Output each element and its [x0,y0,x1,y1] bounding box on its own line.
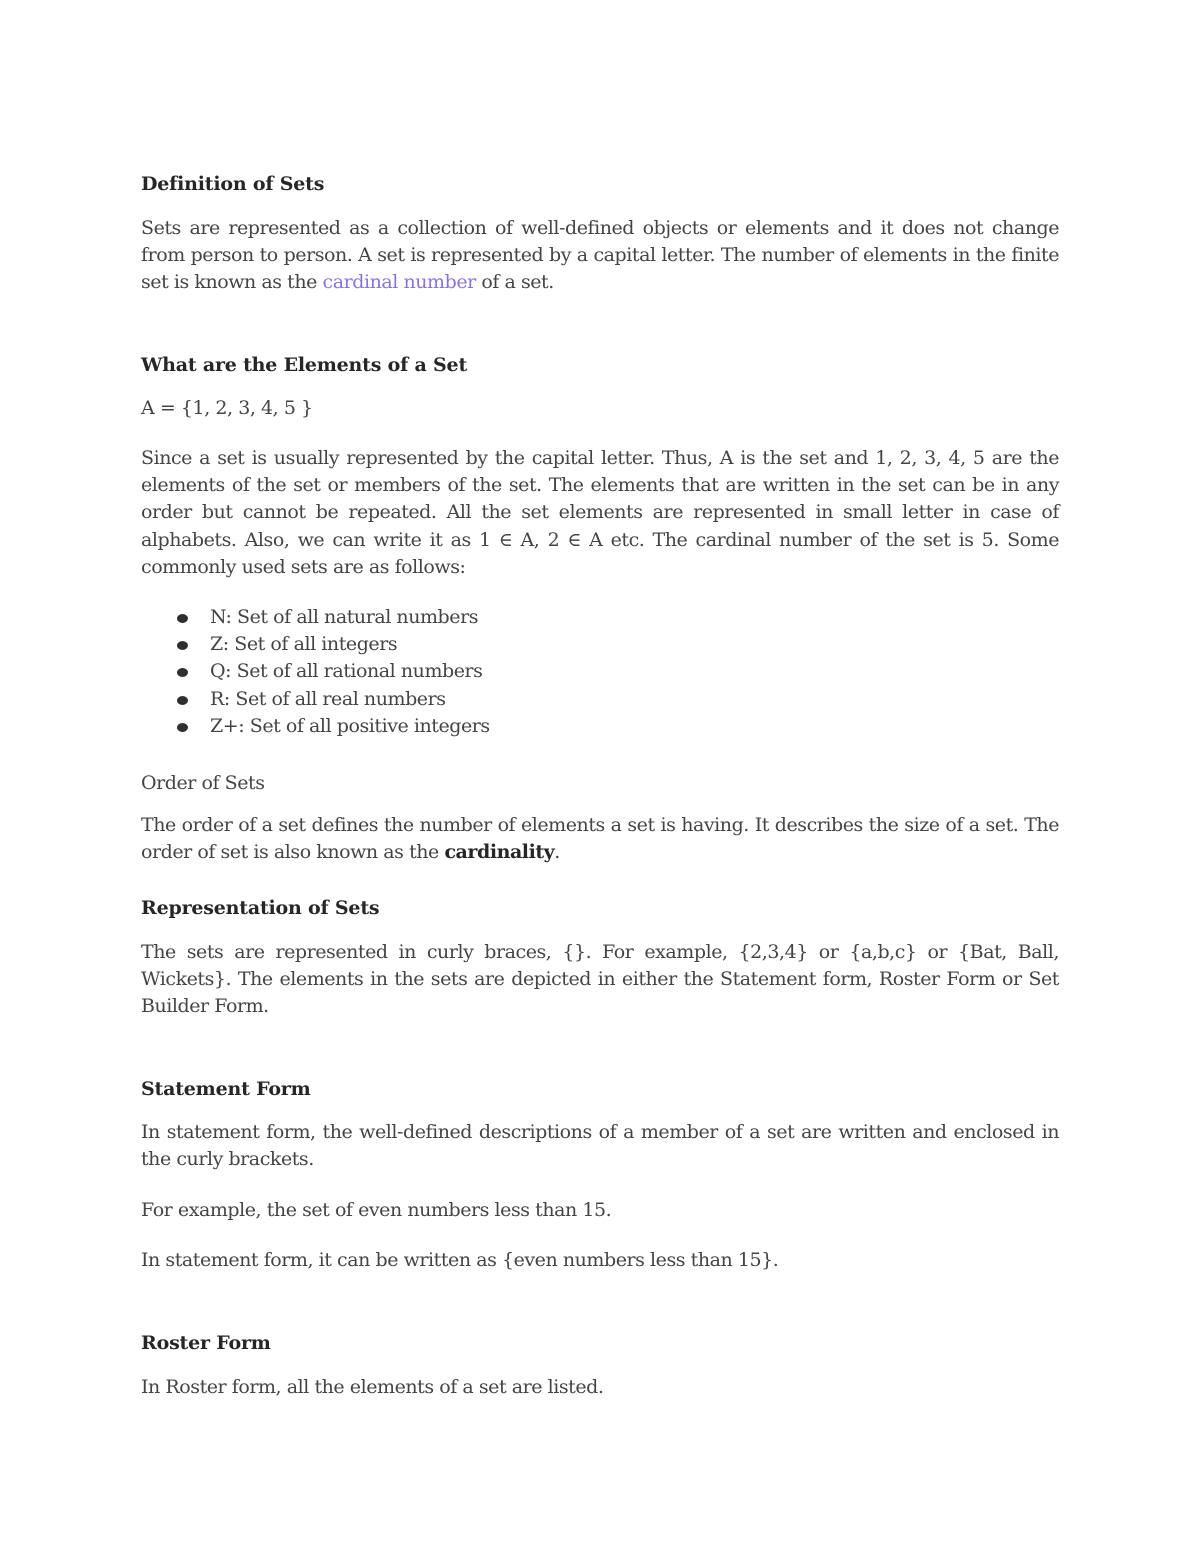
set-example: A = {1, 2, 3, 4, 5 } [141,397,313,419]
heading-definition-of-sets: Definition of Sets [141,173,325,195]
bullet-icon [177,668,188,677]
list-item: Q: Set of all rational numbers [141,658,1059,685]
list-item: N: Set of all natural numbers [141,604,1059,631]
heading-representation-of-sets: Representation of Sets [141,897,380,919]
paragraph-representation: The sets are represented in curly braces, {}. For example, {2,3,4} or {a,b,c} or {Bat, Ball, Wickets}. The elements in the sets are depicted in either the Statement form, Roster Form or Set Builder Form. [141,941,1059,1018]
bullet-icon [177,614,188,623]
cardinality-term: cardinality [444,841,555,864]
cardinal-number-link[interactable]: cardinal number [322,271,476,294]
heading-statement-form: Statement Form [141,1078,311,1100]
paragraph-definition [141,215,1059,297]
paragraph-statement-1: In statement form, the well-defined descriptions of a member of a set are written and enclosed in the curly brackets. [141,1121,1059,1171]
paragraph-statement-3: In statement form, it can be written as {even numbers less than 15}. [141,1249,779,1271]
list-item: Z: Set of all integers [141,631,1059,658]
heading-roster-form: Roster Form [141,1332,271,1354]
definition-text: Sets are represented as a collection of well-defined objects or elements and it does not change from person to person. A set is represented by a capital letter. The number of elements in the finite set is known as the [141,217,1059,294]
list-item: Z+: Set of all positive integers [141,713,1059,740]
bullet-icon [177,641,188,650]
order-text-end: . [554,841,560,864]
bullet-icon [177,723,188,732]
paragraph-elements: Since a set is usually represented by the capital letter. Thus, A is the set and 1, 2, 3, 4, 5 are the elements of the set or members of the set. The elements that are written in the set can be in any order but cannot be repeated. All the set elements are represented in small letter in case of alphabets. Also, we can write it as 1 ∈ A, 2 ∈ A etc. The cardinal number of the set is 5. Some commonly used sets are as follows: [141,447,1059,578]
list-item: R: Set of all real numbers [141,686,1059,713]
order-text: The order of a set defines the number of elements a set is having. It describes the size of a set. The order of set is also known as the [141,814,1059,864]
heading-order-of-sets: Order of Sets [141,772,265,794]
paragraph-order [141,812,1059,866]
paragraph-roster: In Roster form, all the elements of a set are listed. [141,1376,604,1398]
common-sets-list [141,604,1059,740]
bullet-icon [177,696,188,705]
paragraph-statement-2: For example, the set of even numbers less than 15. [141,1199,612,1221]
definition-text-end: of a set. [475,271,554,294]
heading-elements-of-a-set: What are the Elements of a Set [141,354,468,376]
